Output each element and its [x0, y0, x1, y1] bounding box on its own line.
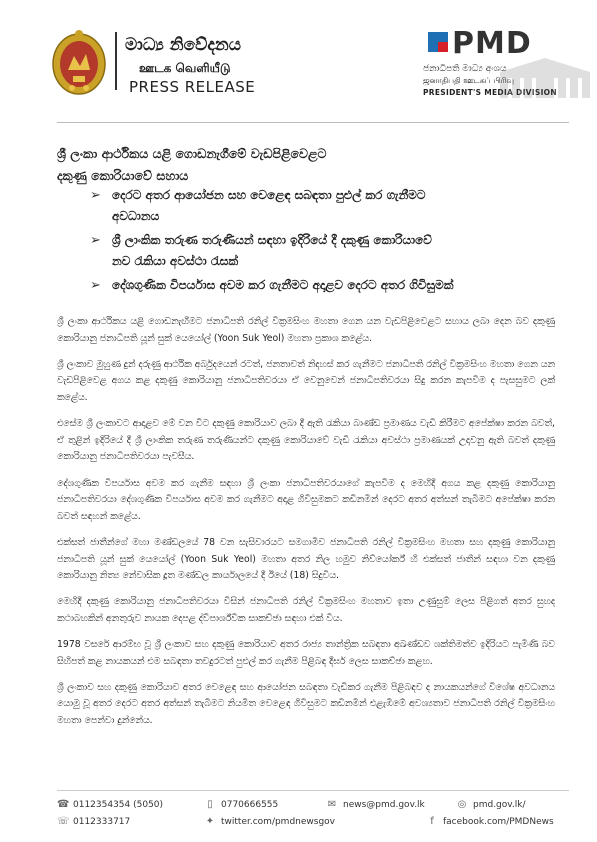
- pmd-logo-icon: [428, 32, 448, 52]
- pmd-name-sinhala: ජනාධිපති මාධ්‍ය අංශය: [423, 64, 507, 74]
- highlight-item: ➢ ශ්‍රී ලාංකික තරුණ තරුණියන් සඳහා ඉදිරියේ දී දකුණු කොරියාවේ නව රැකියා අවස්ථා රැසක්: [90, 230, 550, 272]
- headline-line: දකුණු කොරියාවේ සහාය: [57, 168, 189, 183]
- highlight-item: ➢ දෙරට අතර ආයෝජන සහ වෙළෙඳ සබඳතා පුළුල් කර ගැනීමට අවධානය: [90, 185, 550, 227]
- contact-footer: [57, 790, 569, 830]
- arrow-bullet-icon: ➢: [90, 188, 101, 203]
- arrow-bullet-icon: ➢: [90, 233, 101, 248]
- header-rule: [57, 122, 569, 123]
- twitter-icon: ✦: [205, 816, 215, 827]
- paragraph: එසේම ශ්‍රී ලංකාවට ආදාළව මේ වන විට දකුණු කොරියාව ලබා දී ඇති රැකියා බාණ්ඩ ප්‍රමාණය වැඩි කිරීමට අපේක්ෂා කරන බවත්, ඒ තුළින් ඉදිරියේ දී ශ්‍රී ලාංකික තරුණ තරුණියන්ට දකුණු කොරියාවේ වැඩි රැකියා අවස්ථා ප්‍රමාණයක් උදාවනු ඇති බවත් දකුණු කොරියානු ජනාධිපතිවරයා පැවසීය.: [57, 418, 555, 463]
- paragraph: ශ්‍රී ලංකාව මුහුණ දුන් දරුණු ආර්ථික අර්බුදයෙන් රටත්, ජනතාවත් නිදහස් කර ගැනීමට ජනාධිපති රනිල් වික්‍රමසිංහ මහතා ගෙන යන වැඩපිළිවෙළ අගය කළ දකුණු කොරියානු ජනාධිපතිවරයා ඒ වෙනුවෙන් ජනාධිපතිවරයා සිදු කරන කැපවීම ද පැසසුමට ලක් කළේය.: [57, 358, 555, 403]
- mobile-contact: ▯ 0770666555: [205, 800, 278, 810]
- headline-line: ශ්‍රී ලංකා ආර්ථිකය යළි ගොඩනැගීමේ වැඩපිළිවෙළට: [57, 146, 327, 161]
- press-release-title-tamil: ஊடக வெளியீடு: [139, 61, 231, 75]
- article-body: [57, 314, 555, 739]
- phone-contact: ☎ 0112354354 (5050): [57, 799, 164, 810]
- facebook-icon: f: [430, 816, 434, 827]
- highlight-item: ➢ දේශගුණික විපර්යාස අවම කර ගැනීමට අදාළව දෙරට අතර ගිවිසුමක්: [90, 275, 550, 296]
- paragraph: දේශගුණික විපර්යාස අවම කර ගැනීම සඳහා ශ්‍රී ලංකා ජනාධිපතිවරයාගේ කැපවීම ද මෙහිදී අගය කළ දකුණු කොරියානු ජනාධිපතිවරයා දේශගුණික විපර්යාස අවම කර ගැනීමට අදාළ ගිවිසුමකට කඩිනමින් දෙරට අතර අත්සන් තැබීමට අපේක්ෂා කරන බවත් සඳහන් කළේය.: [57, 477, 555, 522]
- pmd-logo-text: PMD: [452, 26, 532, 61]
- headline: [57, 143, 547, 187]
- press-release-title-sinhala: මාධ්‍ය නිවේදනය: [125, 35, 241, 55]
- fax-contact: ☏ 0112333717: [57, 816, 131, 827]
- header-divider: [115, 32, 117, 90]
- fax-icon: ☏: [57, 816, 70, 827]
- phone-icon: ☎: [57, 799, 70, 810]
- website-link[interactable]: ◎ pmd.gov.lk/: [457, 799, 526, 810]
- pmd-name-tamil: ஜனாதிபதி ஊடகப் பிரிவு: [423, 76, 514, 85]
- facebook-link[interactable]: f facebook.com/PMDNews: [427, 817, 554, 827]
- paragraph: 1978 වසරේ ආරම්භ වූ ශ්‍රී ලංකාව සහ දකුණු කොරියාව අතර රාජ්‍ය තාන්ත්‍රික සබඳතා අඛණ්ඩව ශක්තිමත්ව ඉදිරියට පැමිණි බව සිහිපත් කළ නායකයන් එම සබඳතා තවදුරටත් පුළුල් කර ගැනීම පිළිබඳ දීර්ඝ ලෙස සාකච්ඡා කළහ.: [57, 639, 555, 667]
- building-illustration-icon: [500, 58, 590, 98]
- pmd-name-english: PRESIDENT'S MEDIA DIVISION: [423, 88, 557, 97]
- arrow-bullet-icon: ➢: [90, 278, 101, 293]
- letterhead: [0, 0, 597, 118]
- paragraph: ශ්‍රී ලංකා ආර්ථිකය යළි ගොඩනැඟීමට ජනාධිපති රනිල් වික්‍රමසිංහ මහතා ගෙන යන වැඩපිළිවෙළට සහාය ලබා දෙන බව දකුණු කොරියානු ජනාධිපති යූන් සුක් යෙයෝල් (Yoon Suk Yeol) මහතා ප්‍රකාශ කළේය.: [57, 316, 555, 344]
- mobile-phone-icon: ▯: [207, 799, 213, 810]
- twitter-link[interactable]: ✦ twitter.com/pmdnewsgov: [205, 816, 336, 827]
- footer-rule: [57, 790, 569, 791]
- highlights-list: [90, 185, 550, 299]
- paragraph: මෙහිදී දකුණු කොරියානු ජනාධිපතිවරයා විසින් ජනාධිපති රනිල් වික්‍රමසිංහ මහතාව ඉතා උණුසුම් ලෙස පිළිගත් අතර සුහද කථාබහකින් අනතුරුව නායක දෙපළ ද්විපාර්ශ්වික සාකච්ඡා සඳහා එක් විය.: [57, 596, 555, 624]
- paragraph: එක්සත් ජාතීන්ගේ මහා මණ්ඩලයේ 78 වන සැසිවාරයට සමගාමීව ජනාධිපති රනිල් වික්‍රමසිංහ මහතා සහ දකුණු කොරියානු ජනාධිපති යූන් සුක් යෙයෝල් (Yoon Suk Yeol) මහතා අතර නිල හමුව නිව්යෝර්ක් හි එක්සත් ජාතීන් සඳහා වන දකුණු කොරියානු නිත්‍ය නේවාසික දූත මණ්ඩල කාර්යාලයේ දී ඊයේ (18) සිදුවිය.: [57, 536, 555, 582]
- email-link[interactable]: ✉ news@pmd.gov.lk: [327, 799, 425, 810]
- paragraph: ශ්‍රී ලංකාව සහ දකුණු කොරියාව අතර වෙළෙඳ සහ ආයෝජන සබඳතා වැඩිකර ගැනීම පිළිබඳව ද නායකයන්ගේ විශේෂ අවධානය යොමු වූ අතර දෙරට අතර අත්සන් තැබීමට නියමිත වෙළෙඳ ගිවිසුමට කඩිනමින් එළැඹීමේ අවශ්‍යතාව ජනාධිපති රනිල් වික්‍රමසිංහ මහතා පෙන්වා දුන්නේය.: [57, 681, 555, 727]
- sri-lanka-emblem-icon: [50, 26, 108, 96]
- email-icon: ✉: [327, 799, 337, 810]
- globe-icon: ◎: [457, 799, 467, 810]
- press-release-title-english: PRESS RELEASE: [129, 78, 256, 96]
